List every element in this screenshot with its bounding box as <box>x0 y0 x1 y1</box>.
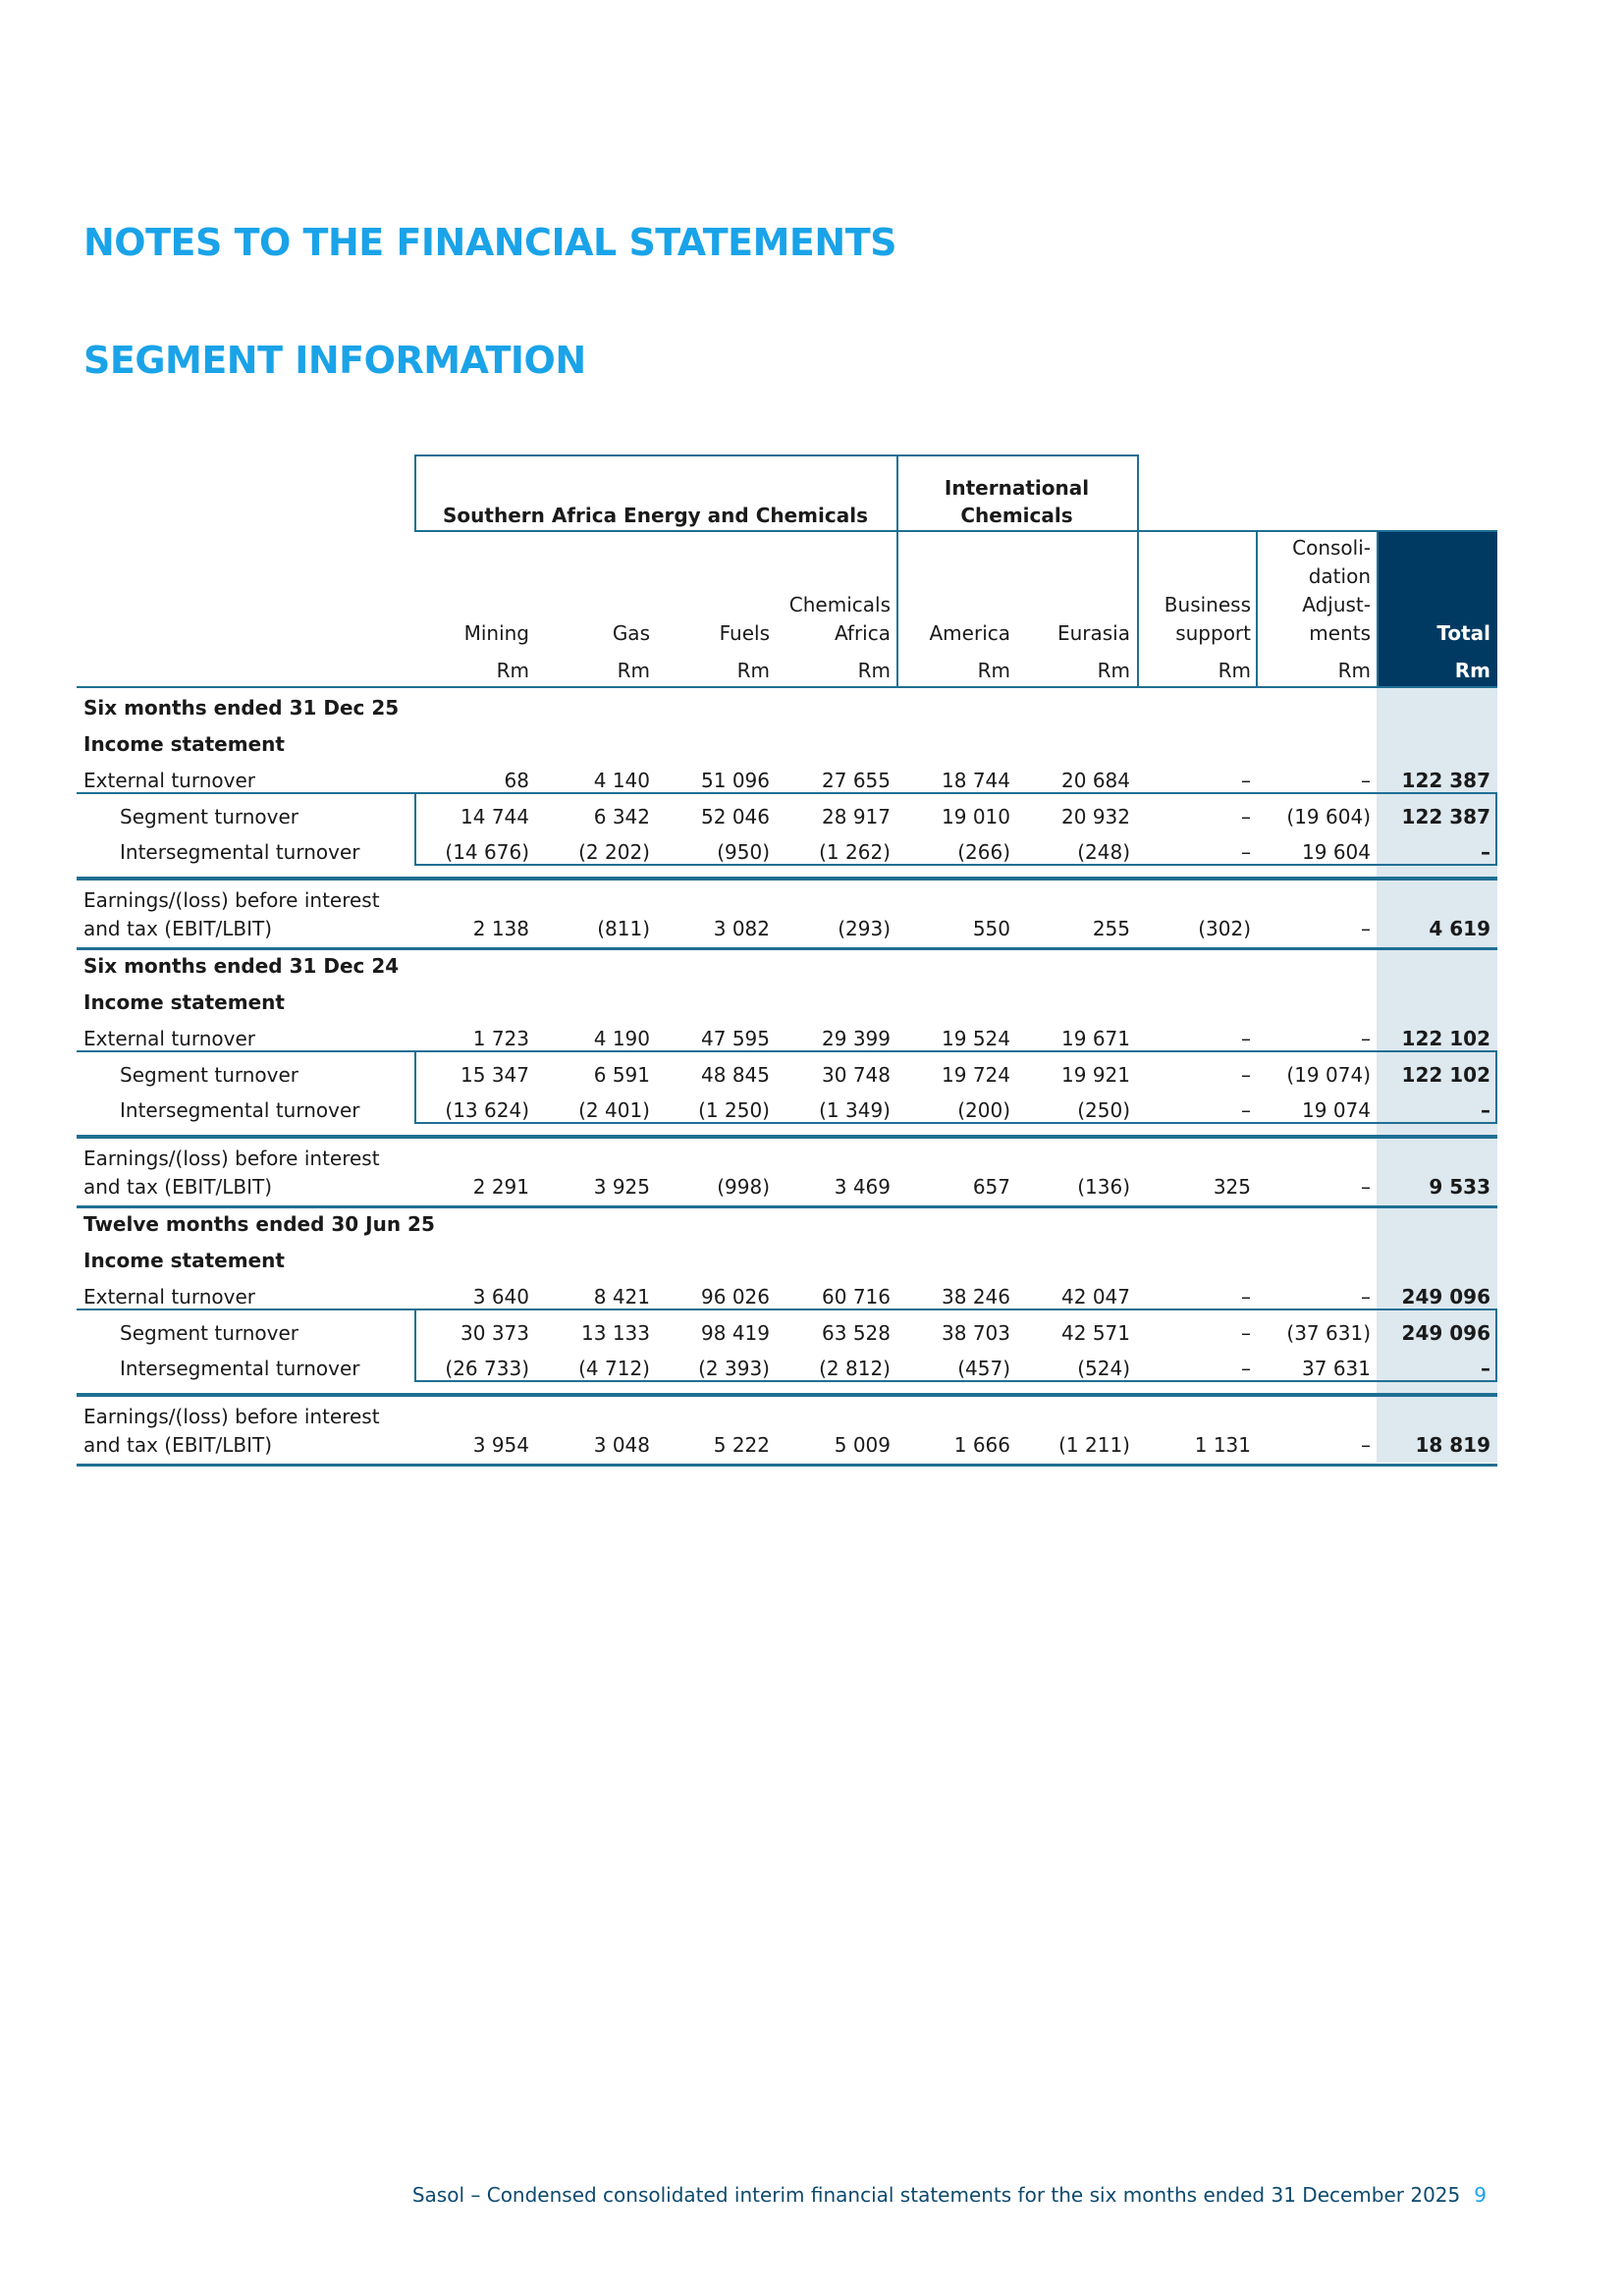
segment-box-bottom-3 <box>414 1380 1497 1382</box>
cell-r17-c4: (2 812) <box>819 1357 891 1380</box>
column-header-5-l4: America <box>929 621 1010 645</box>
cell-r4-c5: 19 010 <box>942 805 1010 828</box>
footer-text: Sasol – Condensed consolidated interim financial statements for the six months ended 31 December 2025 <box>411 2183 1461 2207</box>
cell-r12-c9: 9 533 <box>1429 1175 1490 1199</box>
column-unit-7: Rm <box>1218 659 1251 682</box>
cell-r15-c1: 3 640 <box>472 1285 529 1308</box>
cell-r6-c7: (302) <box>1198 917 1251 940</box>
cell-r17-c3: (2 393) <box>698 1357 770 1380</box>
cell-r3-c9: 122 387 <box>1401 769 1490 792</box>
cell-r17-c1: (26 733) <box>445 1357 529 1380</box>
cell-r3-c6: 20 684 <box>1061 769 1130 792</box>
cell-r9-c8: – <box>1361 1027 1371 1050</box>
column-unit-1: Rm <box>496 659 529 682</box>
cell-r11-c1: (13 624) <box>445 1098 529 1122</box>
cell-r9-c9: 122 102 <box>1401 1027 1490 1050</box>
column-header-7-l3: Business <box>1164 593 1251 616</box>
column-header-3-l4: Fuels <box>719 621 770 645</box>
cell-r16-c5: 38 703 <box>942 1321 1010 1345</box>
cell-r6-c6: 255 <box>1092 917 1130 940</box>
row-label-1: Six months ended 31 Dec 25 <box>83 696 400 720</box>
cell-r4-c3: 52 046 <box>701 805 770 828</box>
row-label-16: Segment turnover <box>120 1321 299 1345</box>
cell-r11-c3: (1 250) <box>698 1098 770 1122</box>
cell-r3-c4: 27 655 <box>822 769 891 792</box>
cell-r18-c5: 1 666 <box>953 1433 1010 1457</box>
column-unit-6: Rm <box>1097 659 1130 682</box>
cell-r12-c1: 2 291 <box>472 1175 529 1199</box>
cell-r16-c9: 249 096 <box>1401 1321 1490 1345</box>
cell-r6-c3: 3 082 <box>713 917 770 940</box>
cell-r3-c3: 51 096 <box>701 769 770 792</box>
segment-box-right-3 <box>1495 1308 1497 1380</box>
cell-r10-c2: 6 591 <box>593 1063 650 1087</box>
cell-r10-c1: 15 347 <box>460 1063 529 1087</box>
column-header-9-l4: Total <box>1436 621 1490 645</box>
cell-r4-c6: 20 932 <box>1061 805 1130 828</box>
cell-r16-c8: (37 631) <box>1286 1321 1371 1345</box>
segment-box-bottom-2 <box>414 1122 1497 1124</box>
cell-r9-c4: 29 399 <box>822 1027 891 1050</box>
row-label-4: Segment turnover <box>120 805 299 828</box>
ebit-top-rule-1 <box>77 877 1497 881</box>
cell-r11-c7: – <box>1241 1098 1251 1122</box>
group-header-sa-energy: Southern Africa Energy and Chemicals <box>443 504 868 527</box>
group-divider-2 <box>1137 454 1139 687</box>
cell-r16-c6: 42 571 <box>1061 1321 1130 1345</box>
cell-r16-c4: 63 528 <box>822 1321 891 1345</box>
cell-r11-c2: (2 401) <box>578 1098 650 1122</box>
cell-r15-c5: 38 246 <box>942 1285 1010 1308</box>
segment-box-right-1 <box>1495 792 1497 864</box>
row-label-8: Income statement <box>83 990 285 1014</box>
cell-r11-c6: (250) <box>1077 1098 1130 1122</box>
row-label-17: Intersegmental turnover <box>120 1357 360 1380</box>
column-header-1-l4: Mining <box>463 621 529 645</box>
cell-r12-c7: 325 <box>1213 1175 1251 1199</box>
ebit-top-rule-3 <box>77 1393 1497 1397</box>
row-label-9: External turnover <box>83 1027 255 1050</box>
row-label-6: Earnings/(loss) before interest <box>83 888 380 912</box>
cell-r3-c1: 68 <box>504 769 529 792</box>
cell-r15-c8: – <box>1361 1285 1371 1308</box>
cell-r17-c7: – <box>1241 1357 1251 1380</box>
cell-r12-c6: (136) <box>1077 1175 1130 1199</box>
row-label-18: Earnings/(loss) before interest <box>83 1405 380 1428</box>
cell-r15-c9: 249 096 <box>1401 1285 1490 1308</box>
column-header-8-l3: Adjust- <box>1302 593 1371 616</box>
cell-r16-c3: 98 419 <box>701 1321 770 1345</box>
cell-r10-c6: 19 921 <box>1061 1063 1130 1087</box>
ebit-bottom-rule-3 <box>77 1464 1497 1467</box>
cell-r9-c6: 19 671 <box>1061 1027 1130 1050</box>
cell-r4-c4: 28 917 <box>822 805 891 828</box>
cell-r12-c5: 657 <box>972 1175 1010 1199</box>
cell-r12-c2: 3 925 <box>593 1175 650 1199</box>
segment-box-right-2 <box>1495 1050 1497 1122</box>
cell-r5-c6: (248) <box>1077 840 1130 864</box>
cell-r17-c5: (457) <box>957 1357 1010 1380</box>
cell-r3-c2: 4 140 <box>593 769 650 792</box>
cell-r9-c7: – <box>1241 1027 1251 1050</box>
cell-r15-c2: 8 421 <box>593 1285 650 1308</box>
cell-r10-c5: 19 724 <box>942 1063 1010 1087</box>
cell-r3-c7: – <box>1241 769 1251 792</box>
group-header-intl-chem-line2: Chemicals <box>960 504 1073 527</box>
external-turnover-rule-1 <box>77 792 1497 794</box>
cell-r5-c2: (2 202) <box>578 840 650 864</box>
segment-box-left-2 <box>414 1050 416 1122</box>
cell-r12-c4: 3 469 <box>834 1175 891 1199</box>
cell-r17-c9: – <box>1481 1357 1490 1380</box>
column-unit-8: Rm <box>1337 659 1371 682</box>
cell-r9-c1: 1 723 <box>472 1027 529 1050</box>
row-label2-6: and tax (EBIT/LBIT) <box>83 917 273 940</box>
cell-r5-c7: – <box>1241 840 1251 864</box>
ebit-bottom-rule-1 <box>77 947 1497 950</box>
cell-r11-c5: (200) <box>957 1098 1010 1122</box>
column-header-6-l4: Eurasia <box>1056 621 1130 645</box>
row-label2-12: and tax (EBIT/LBIT) <box>83 1175 273 1199</box>
cell-r10-c8: (19 074) <box>1286 1063 1371 1087</box>
row-label-10: Segment turnover <box>120 1063 299 1087</box>
cell-r18-c1: 3 954 <box>472 1433 529 1457</box>
external-turnover-rule-2 <box>77 1050 1497 1052</box>
cell-r18-c7: 1 131 <box>1194 1433 1251 1457</box>
cell-r18-c6: (1 211) <box>1058 1433 1130 1457</box>
cell-r5-c1: (14 676) <box>445 840 529 864</box>
cell-r11-c9: – <box>1481 1098 1490 1122</box>
cell-r18-c3: 5 222 <box>713 1433 770 1457</box>
ebit-top-rule-2 <box>77 1135 1497 1139</box>
row-label-12: Earnings/(loss) before interest <box>83 1147 380 1170</box>
cell-r17-c6: (524) <box>1077 1357 1130 1380</box>
cell-r5-c8: 19 604 <box>1302 840 1371 864</box>
cell-r12-c8: – <box>1361 1175 1371 1199</box>
external-turnover-rule-3 <box>77 1308 1497 1310</box>
ebit-bottom-rule-2 <box>77 1205 1497 1208</box>
cell-r6-c9: 4 619 <box>1429 917 1490 940</box>
header-top-border <box>414 454 1137 456</box>
cell-r4-c2: 6 342 <box>593 805 650 828</box>
cell-r15-c4: 60 716 <box>822 1285 891 1308</box>
header-mid-border <box>414 530 1497 532</box>
segment-box-bottom-1 <box>414 864 1497 866</box>
cell-r15-c6: 42 047 <box>1061 1285 1130 1308</box>
page-title: NOTES TO THE FINANCIAL STATEMENTS <box>83 221 896 264</box>
cell-r17-c2: (4 712) <box>578 1357 650 1380</box>
cell-r18-c9: 18 819 <box>1415 1433 1490 1457</box>
cell-r12-c3: (998) <box>717 1175 770 1199</box>
cell-r9-c5: 19 524 <box>942 1027 1010 1050</box>
section-title: SEGMENT INFORMATION <box>83 339 586 382</box>
cell-r6-c2: (811) <box>597 917 650 940</box>
cell-r16-c7: – <box>1241 1321 1251 1345</box>
cell-r16-c2: 13 133 <box>581 1321 650 1345</box>
column-header-2-l4: Gas <box>612 621 650 645</box>
cell-r18-c2: 3 048 <box>593 1433 650 1457</box>
cell-r10-c7: – <box>1241 1063 1251 1087</box>
row-label2-18: and tax (EBIT/LBIT) <box>83 1433 273 1457</box>
row-label-2: Income statement <box>83 732 285 756</box>
column-unit-9: Rm <box>1454 659 1490 682</box>
page-footer <box>412 2183 1487 2207</box>
cell-r6-c8: – <box>1361 917 1371 940</box>
cell-r11-c4: (1 349) <box>819 1098 891 1122</box>
segment-box-left-3 <box>414 1308 416 1380</box>
column-header-7-l4: support <box>1175 621 1251 645</box>
cell-r6-c1: 2 138 <box>472 917 529 940</box>
row-label-11: Intersegmental turnover <box>120 1098 360 1122</box>
row-label-14: Income statement <box>83 1249 285 1272</box>
column-header-8-l4: ments <box>1309 621 1371 645</box>
column-unit-4: Rm <box>857 659 891 682</box>
column-unit-2: Rm <box>617 659 650 682</box>
group-header-intl-chem-line1: International <box>944 476 1090 500</box>
header-bottom-rule <box>77 686 1497 688</box>
cell-r3-c5: 18 744 <box>942 769 1010 792</box>
cell-r9-c2: 4 190 <box>593 1027 650 1050</box>
cell-r5-c9: – <box>1481 840 1490 864</box>
cell-r11-c8: 19 074 <box>1302 1098 1371 1122</box>
cell-r10-c4: 30 748 <box>822 1063 891 1087</box>
cell-r15-c7: – <box>1241 1285 1251 1308</box>
column-header-4-l4: Africa <box>834 621 891 645</box>
cell-r10-c3: 48 845 <box>701 1063 770 1087</box>
cell-r17-c8: 37 631 <box>1302 1357 1371 1380</box>
column-header-8-l2: dation <box>1308 564 1371 588</box>
cell-r18-c8: – <box>1361 1433 1371 1457</box>
column-unit-5: Rm <box>977 659 1010 682</box>
cell-r5-c5: (266) <box>957 840 1010 864</box>
cell-r16-c1: 30 373 <box>460 1321 529 1345</box>
column-unit-3: Rm <box>736 659 770 682</box>
cell-r6-c5: 550 <box>972 917 1010 940</box>
cell-r5-c4: (1 262) <box>819 840 891 864</box>
row-label-5: Intersegmental turnover <box>120 840 360 864</box>
row-label-7: Six months ended 31 Dec 24 <box>83 954 400 978</box>
column-header-8-l1: Consoli- <box>1292 536 1371 560</box>
cell-r3-c8: – <box>1361 769 1371 792</box>
cell-r4-c9: 122 387 <box>1401 805 1490 828</box>
row-label-3: External turnover <box>83 769 255 792</box>
cell-r4-c1: 14 744 <box>460 805 529 828</box>
cell-r6-c4: (293) <box>838 917 891 940</box>
cell-r10-c9: 122 102 <box>1401 1063 1490 1087</box>
segment-box-left-1 <box>414 792 416 864</box>
cell-r18-c4: 5 009 <box>834 1433 891 1457</box>
page-number: 9 <box>1474 2183 1487 2207</box>
cell-r15-c3: 96 026 <box>701 1285 770 1308</box>
cell-r4-c7: – <box>1241 805 1251 828</box>
cell-r9-c3: 47 595 <box>701 1027 770 1050</box>
row-label-13: Twelve months ended 30 Jun 25 <box>83 1212 435 1236</box>
cell-r5-c3: (950) <box>717 840 770 864</box>
cell-r4-c8: (19 604) <box>1286 805 1371 828</box>
row-label-15: External turnover <box>83 1285 255 1308</box>
column-header-4-l3: Chemicals <box>788 593 891 616</box>
